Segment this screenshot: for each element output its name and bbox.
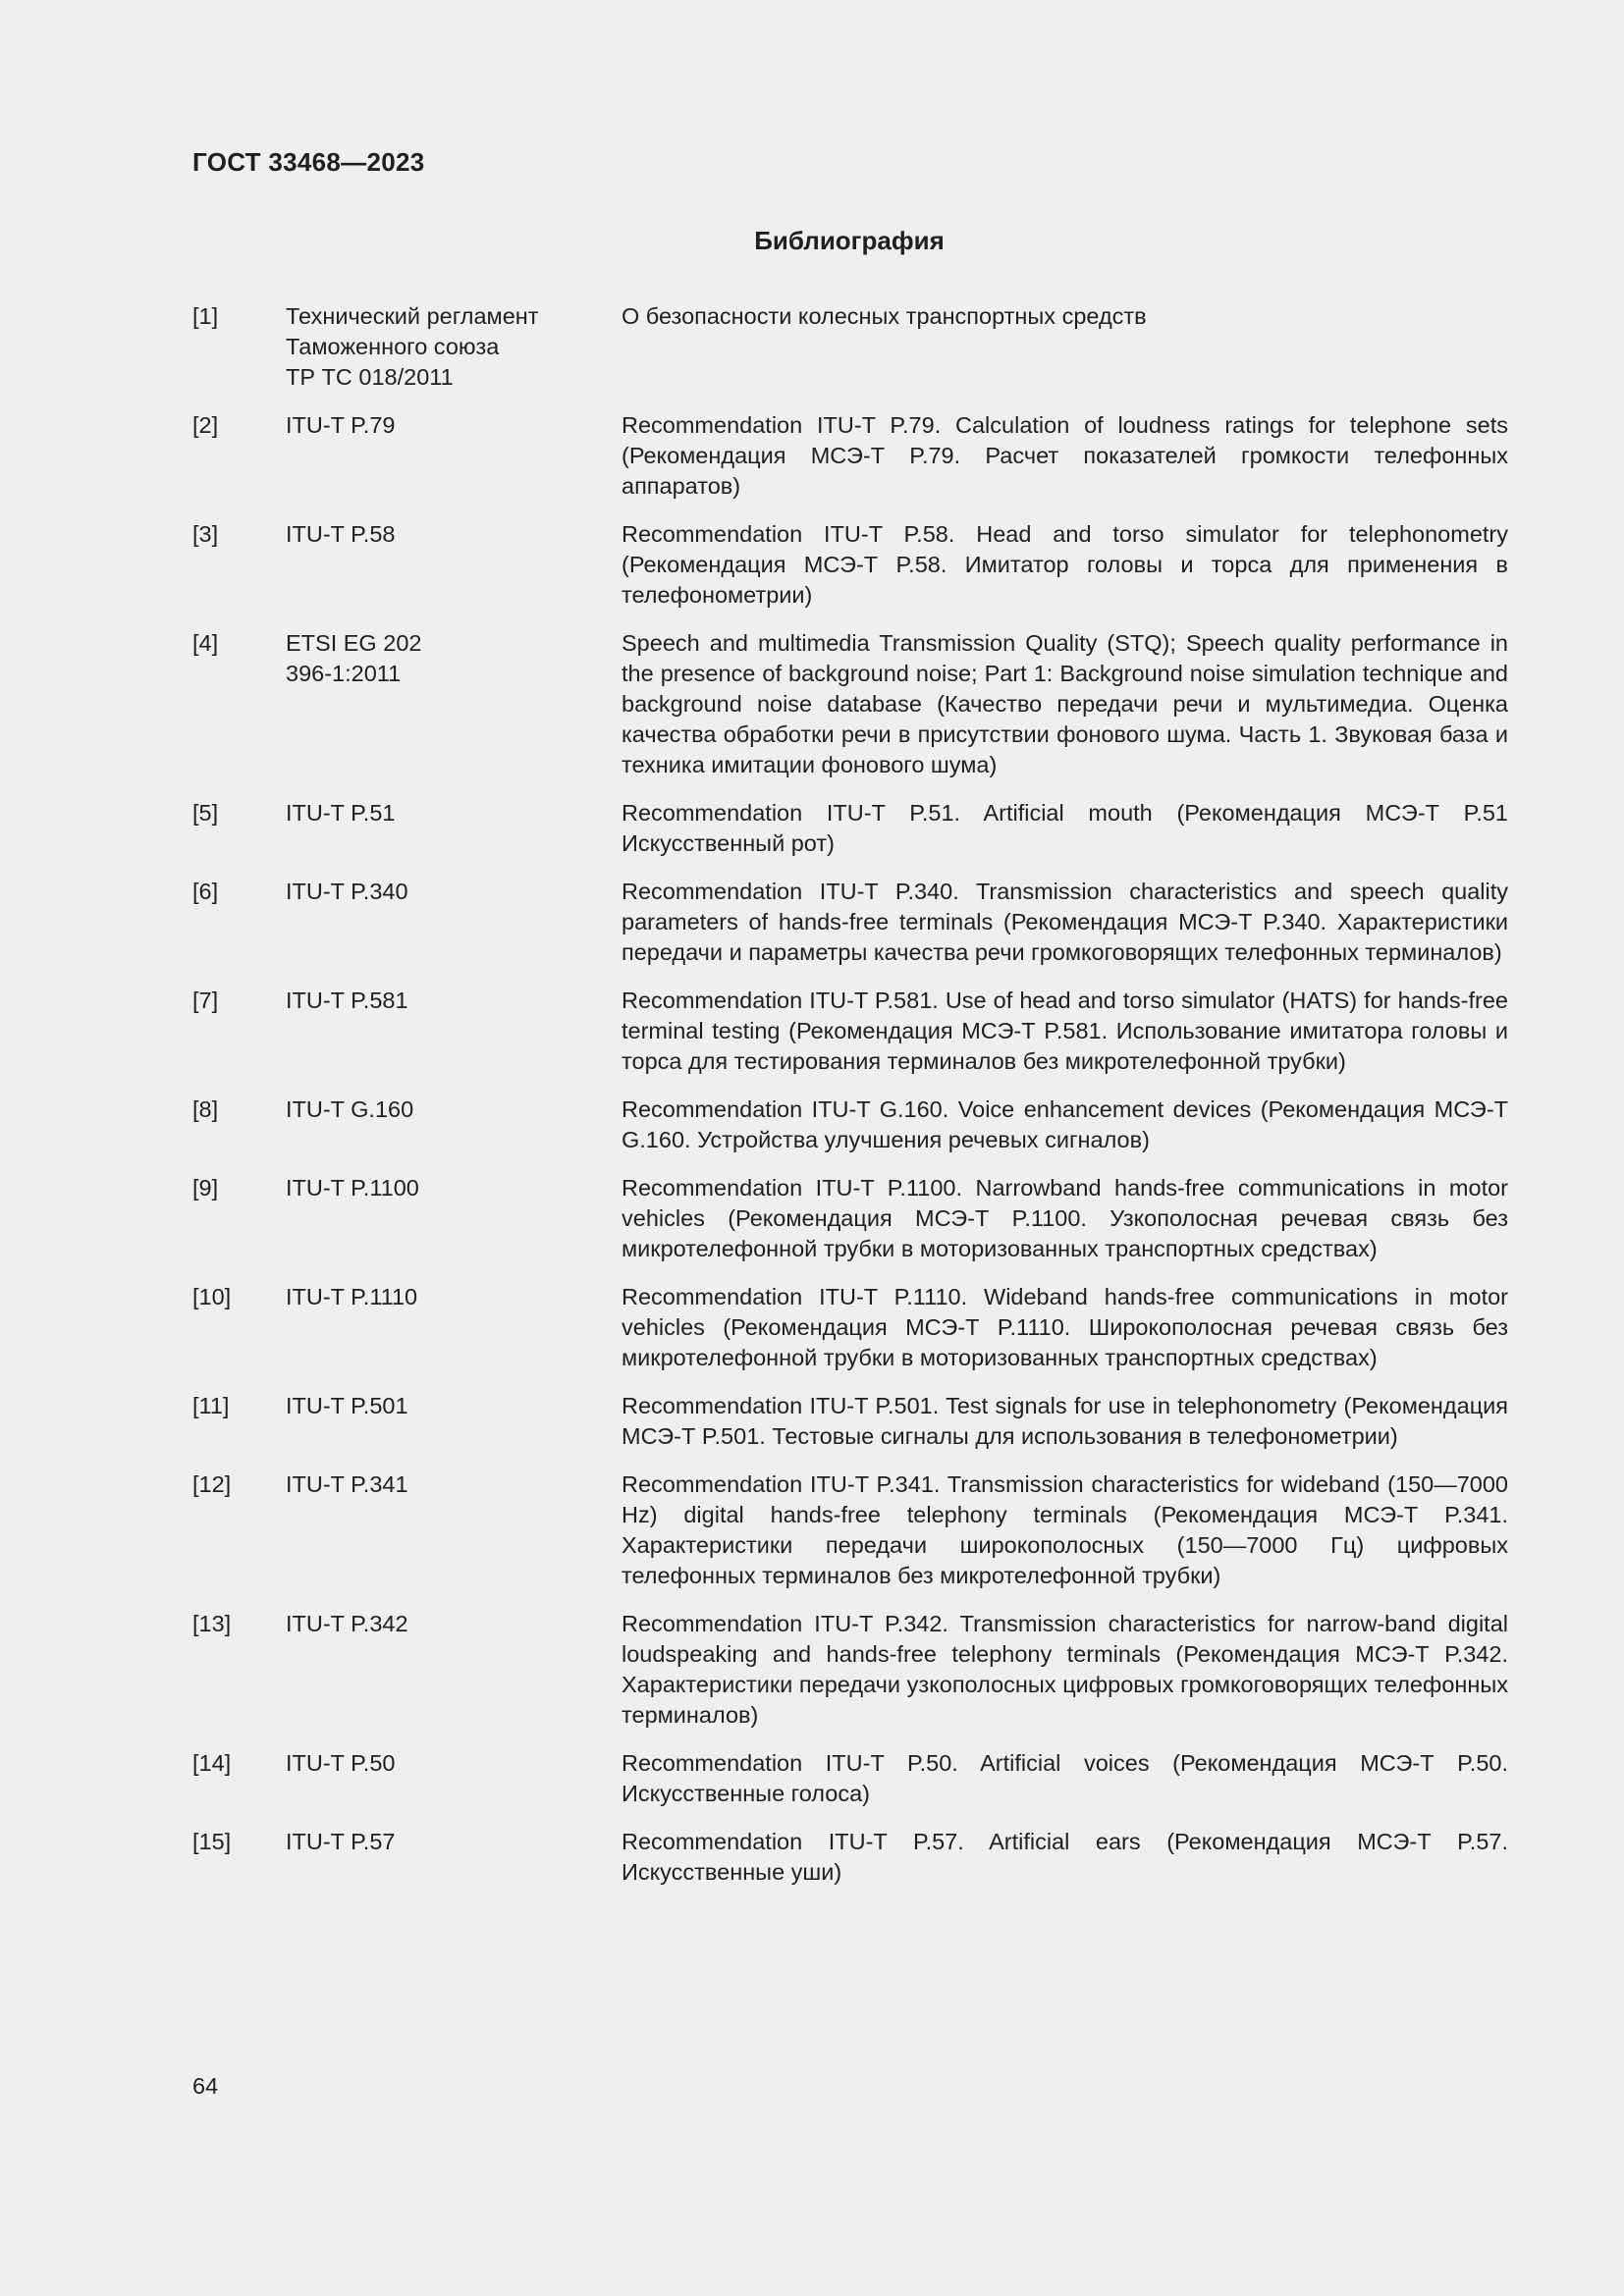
entry-number: [8]: [192, 1096, 219, 1122]
entry-number: [6]: [192, 879, 219, 904]
bibliography-entry: [192, 1827, 1508, 1888]
document-code-header: ГОСТ 33468—2023: [192, 147, 425, 177]
page-number: 64: [192, 2073, 219, 2099]
entry-title: Recommendation ITU-T P.581. Use of head and torso simulator (HATS) for hands-free terminal testing (Рекомендация МСЭ-Т P.581. Использование имитатора головы и торса для тестирования терминалов без микротелефонной трубки): [622, 988, 1508, 1074]
entry-document-id: ITU-T P.1100: [286, 1175, 419, 1201]
entry-title: Recommendation ITU-T P.340. Transmission characteristics and speech quality parameters of hands-free terminals (Рекомендация МСЭ-Т P.340. Характеристики передачи и параметры качества речи громкоговорящих телефонных терминалов): [622, 879, 1508, 965]
entry-number: [12]: [192, 1471, 232, 1497]
entry-number: [7]: [192, 988, 219, 1013]
section-title: Библиография: [754, 226, 945, 255]
entry-document-id: Технический регламент Таможенного союза ТР ТС 018/2011: [286, 303, 539, 390]
entry-title: Recommendation ITU-T P.341. Transmission characteristics for wideband (150—7000 Hz) digital hands-free telephony terminals (Рекомендация МСЭ-Т P.341. Характеристики передачи широкополосных (150—7000 Гц) цифровых телефонных терминалов без микротелефонной трубки): [622, 1471, 1508, 1588]
bibliography-entry: [192, 1095, 1508, 1155]
entry-document-id: ITU-T G.160: [286, 1096, 414, 1122]
entry-document-id: ITU-T P.51: [286, 800, 396, 826]
entry-title: Recommendation ITU-T P.51. Artificial mouth (Рекомендация МСЭ-Т P.51 Искусственный рот): [622, 800, 1508, 856]
entry-title: Speech and multimedia Transmission Quality (STQ); Speech quality performance in the presence of background noise; Part 1: Background noise simulation technique and background noise database (Качество передачи речи и мультимедиа. Оценка качества обработки речи в присутствии фонового шума. Часть 1. Звуковая база и техника имитации фонового шума): [622, 630, 1508, 777]
bibliography-entry: [192, 877, 1508, 968]
entry-title: О безопасности колесных транспортных средств: [622, 303, 1147, 329]
bibliography-entry: [192, 410, 1508, 502]
entry-document-id: ITU-T P.50: [286, 1750, 396, 1776]
bibliography-entry: [192, 1609, 1508, 1731]
entry-number: [13]: [192, 1611, 232, 1636]
bibliography-entry: [192, 1391, 1508, 1452]
entry-document-id: ETSI EG 202 396-1:2011: [286, 630, 422, 686]
bibliography-entry: [192, 628, 1508, 780]
entry-document-id: ITU-T P.581: [286, 988, 408, 1013]
entry-title: Recommendation ITU-T P.58. Head and torso simulator for telephonometry (Рекомендация МСЭ-Т P.58. Имитатор головы и торса для применения в телефонометрии): [622, 521, 1508, 608]
entry-document-id: ITU-T P.342: [286, 1611, 408, 1636]
entry-title: Recommendation ITU-T P.342. Transmission characteristics for narrow-band digital loudspeaking and hands-free telephony terminals (Рекомендация МСЭ-Т P.342. Характеристики передачи узкополосных цифровых громкоговорящих телефонных терминалов): [622, 1611, 1508, 1728]
bibliography-entry: [192, 1469, 1508, 1591]
entry-title: Recommendation ITU-T P.79. Calculation of loudness ratings for telephone sets (Рекомендация МСЭ-Т P.79. Расчет показателей громкости телефонных аппаратов): [622, 412, 1508, 499]
entry-document-id: ITU-T P.57: [286, 1829, 396, 1854]
bibliography-list: [192, 301, 1508, 1905]
entry-title: Recommendation ITU-T P.50. Artificial voices (Рекомендация МСЭ-Т P.50. Искусственные голоса): [622, 1750, 1508, 1806]
entry-number: [15]: [192, 1829, 232, 1854]
bibliography-entry: [192, 1282, 1508, 1373]
entry-number: [14]: [192, 1750, 232, 1776]
entry-title: Recommendation ITU-T G.160. Voice enhancement devices (Рекомендация МСЭ-Т G.160. Устройства улучшения речевых сигналов): [622, 1096, 1508, 1152]
entry-document-id: ITU-T P.1110: [286, 1284, 418, 1309]
bibliography-entry: [192, 798, 1508, 859]
entry-number: [11]: [192, 1393, 230, 1418]
entry-number: [1]: [192, 303, 219, 329]
entry-number: [5]: [192, 800, 219, 826]
entry-title: Recommendation ITU-T P.1100. Narrowband hands-free communications in motor vehicles (Рекомендация МСЭ-Т P.1100. Узкополосная речевая связь без микротелефонной трубки в моторизованных транспортных средствах): [622, 1175, 1508, 1261]
entry-document-id: ITU-T P.501: [286, 1393, 408, 1418]
bibliography-entry: [192, 301, 1508, 393]
entry-document-id: ITU-T P.340: [286, 879, 408, 904]
entry-number: [10]: [192, 1284, 232, 1309]
bibliography-entry: [192, 1173, 1508, 1264]
entry-number: [9]: [192, 1175, 219, 1201]
bibliography-entry: [192, 986, 1508, 1077]
bibliography-entry: [192, 1748, 1508, 1809]
entry-document-id: ITU-T P.341: [286, 1471, 408, 1497]
entry-number: [4]: [192, 630, 219, 656]
entry-number: [3]: [192, 521, 219, 547]
entry-document-id: ITU-T P.79: [286, 412, 396, 438]
entry-document-id: ITU-T P.58: [286, 521, 396, 547]
entry-number: [2]: [192, 412, 219, 438]
entry-title: Recommendation ITU-T P.57. Artificial ears (Рекомендация МСЭ-Т P.57. Искусственные уши): [622, 1829, 1508, 1885]
bibliography-entry: [192, 519, 1508, 611]
entry-title: Recommendation ITU-T P.1110. Wideband hands-free communications in motor vehicles (Рекомендация МСЭ-Т P.1110. Широкополосная речевая связь без микротелефонной трубки в моторизованных транспортных средствах): [622, 1284, 1508, 1370]
entry-title: Recommendation ITU-T P.501. Test signals for use in telephonometry (Рекомендация МСЭ-Т P.501. Тестовые сигналы для использования в телефонометрии): [622, 1393, 1508, 1449]
